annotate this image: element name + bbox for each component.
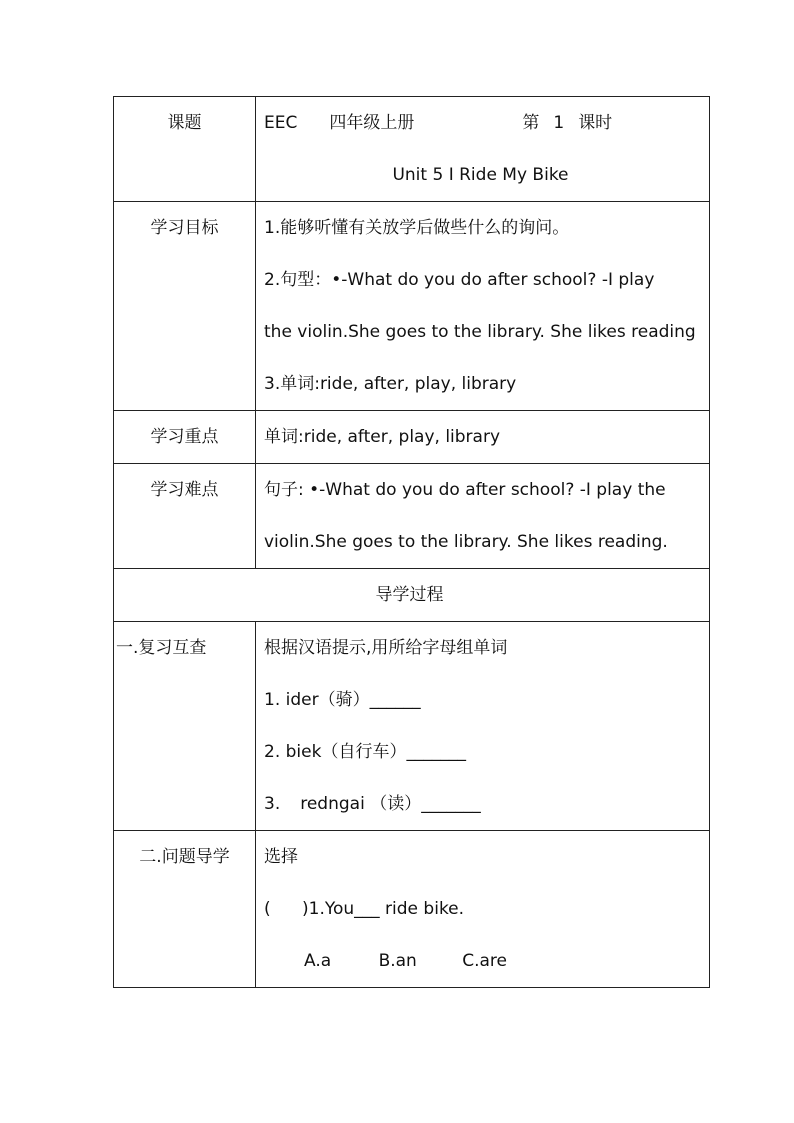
key-points-content-cell — [256, 411, 710, 464]
objective-line-3: the violin.She goes to the library. She likes reading — [264, 322, 696, 342]
option-a: A.a — [304, 951, 332, 971]
grade-text: 四年级上册 — [329, 113, 415, 133]
topic-header-line — [256, 97, 709, 149]
key-points-label: 学习重点 — [150, 427, 219, 447]
objective-line-4: 3.单词:ride, after, play, library — [264, 374, 517, 394]
review-item-1: 1. ider（骑）______ — [264, 690, 421, 710]
objectives-row — [114, 202, 710, 411]
review-item-2: 2. biek（自行车）_______ — [264, 742, 466, 762]
lesson-suffix: 课时 — [578, 113, 613, 133]
difficulties-label-cell — [114, 464, 256, 569]
topic-label-cell — [114, 97, 256, 202]
process-title-cell — [114, 569, 710, 622]
lesson-number: 1 — [553, 113, 565, 133]
key-points-label-cell — [114, 411, 256, 464]
key-points-row — [114, 411, 710, 464]
header-row — [114, 97, 710, 202]
difficulty-line-2: violin.She goes to the library. She likes reading. — [264, 532, 668, 552]
review-content-cell — [256, 622, 710, 831]
option-c: C.are — [462, 951, 508, 971]
lesson-plan-table — [113, 96, 710, 988]
guided-row — [114, 831, 710, 988]
unit-title: Unit 5 I Ride My Bike — [392, 165, 569, 185]
guided-label-cell — [114, 831, 256, 988]
lesson-plan-sheet — [113, 96, 710, 988]
guided-label: 二.问题导学 — [139, 847, 230, 867]
key-points-text: 单词:ride, after, play, library — [264, 427, 501, 447]
guided-content-cell — [256, 831, 710, 988]
review-instruction: 根据汉语提示,用所给字母组单词 — [264, 638, 508, 658]
course-code: EEC — [264, 113, 298, 133]
review-label: 一.复习互查 — [116, 638, 207, 658]
objectives-label: 学习目标 — [150, 218, 219, 238]
option-b: B.an — [378, 951, 417, 971]
difficulties-row — [114, 464, 710, 569]
review-item-3-line — [256, 778, 709, 830]
topic-content-cell — [256, 97, 710, 202]
options-line — [256, 935, 709, 987]
guided-instruction: 选择 — [264, 847, 298, 867]
objectives-content-cell — [256, 202, 710, 411]
lesson-prefix: 第 — [522, 113, 540, 133]
objective-line-1: 1.能够听懂有关放学后做些什么的询问。 — [264, 218, 570, 238]
difficulties-content-cell — [256, 464, 710, 569]
question-text: )1.You___ ride bike. — [302, 899, 465, 919]
review-label-cell — [114, 622, 256, 831]
review-item-3-number: 3. — [264, 794, 281, 814]
topic-label: 课题 — [167, 113, 202, 133]
process-title-row — [114, 569, 710, 622]
answer-paren: ( — [264, 899, 271, 919]
review-item-3-text: redngai （读）_______ — [300, 794, 481, 814]
question-line — [256, 883, 709, 935]
difficulties-label: 学习难点 — [150, 480, 219, 500]
review-row — [114, 622, 710, 831]
process-title: 导学过程 — [375, 585, 444, 605]
objectives-label-cell — [114, 202, 256, 411]
difficulty-line-1: 句子: •-What do you do after school? -I play the — [264, 480, 666, 500]
objective-line-2: 2.句型：•-What do you do after school? -I play — [264, 270, 655, 290]
